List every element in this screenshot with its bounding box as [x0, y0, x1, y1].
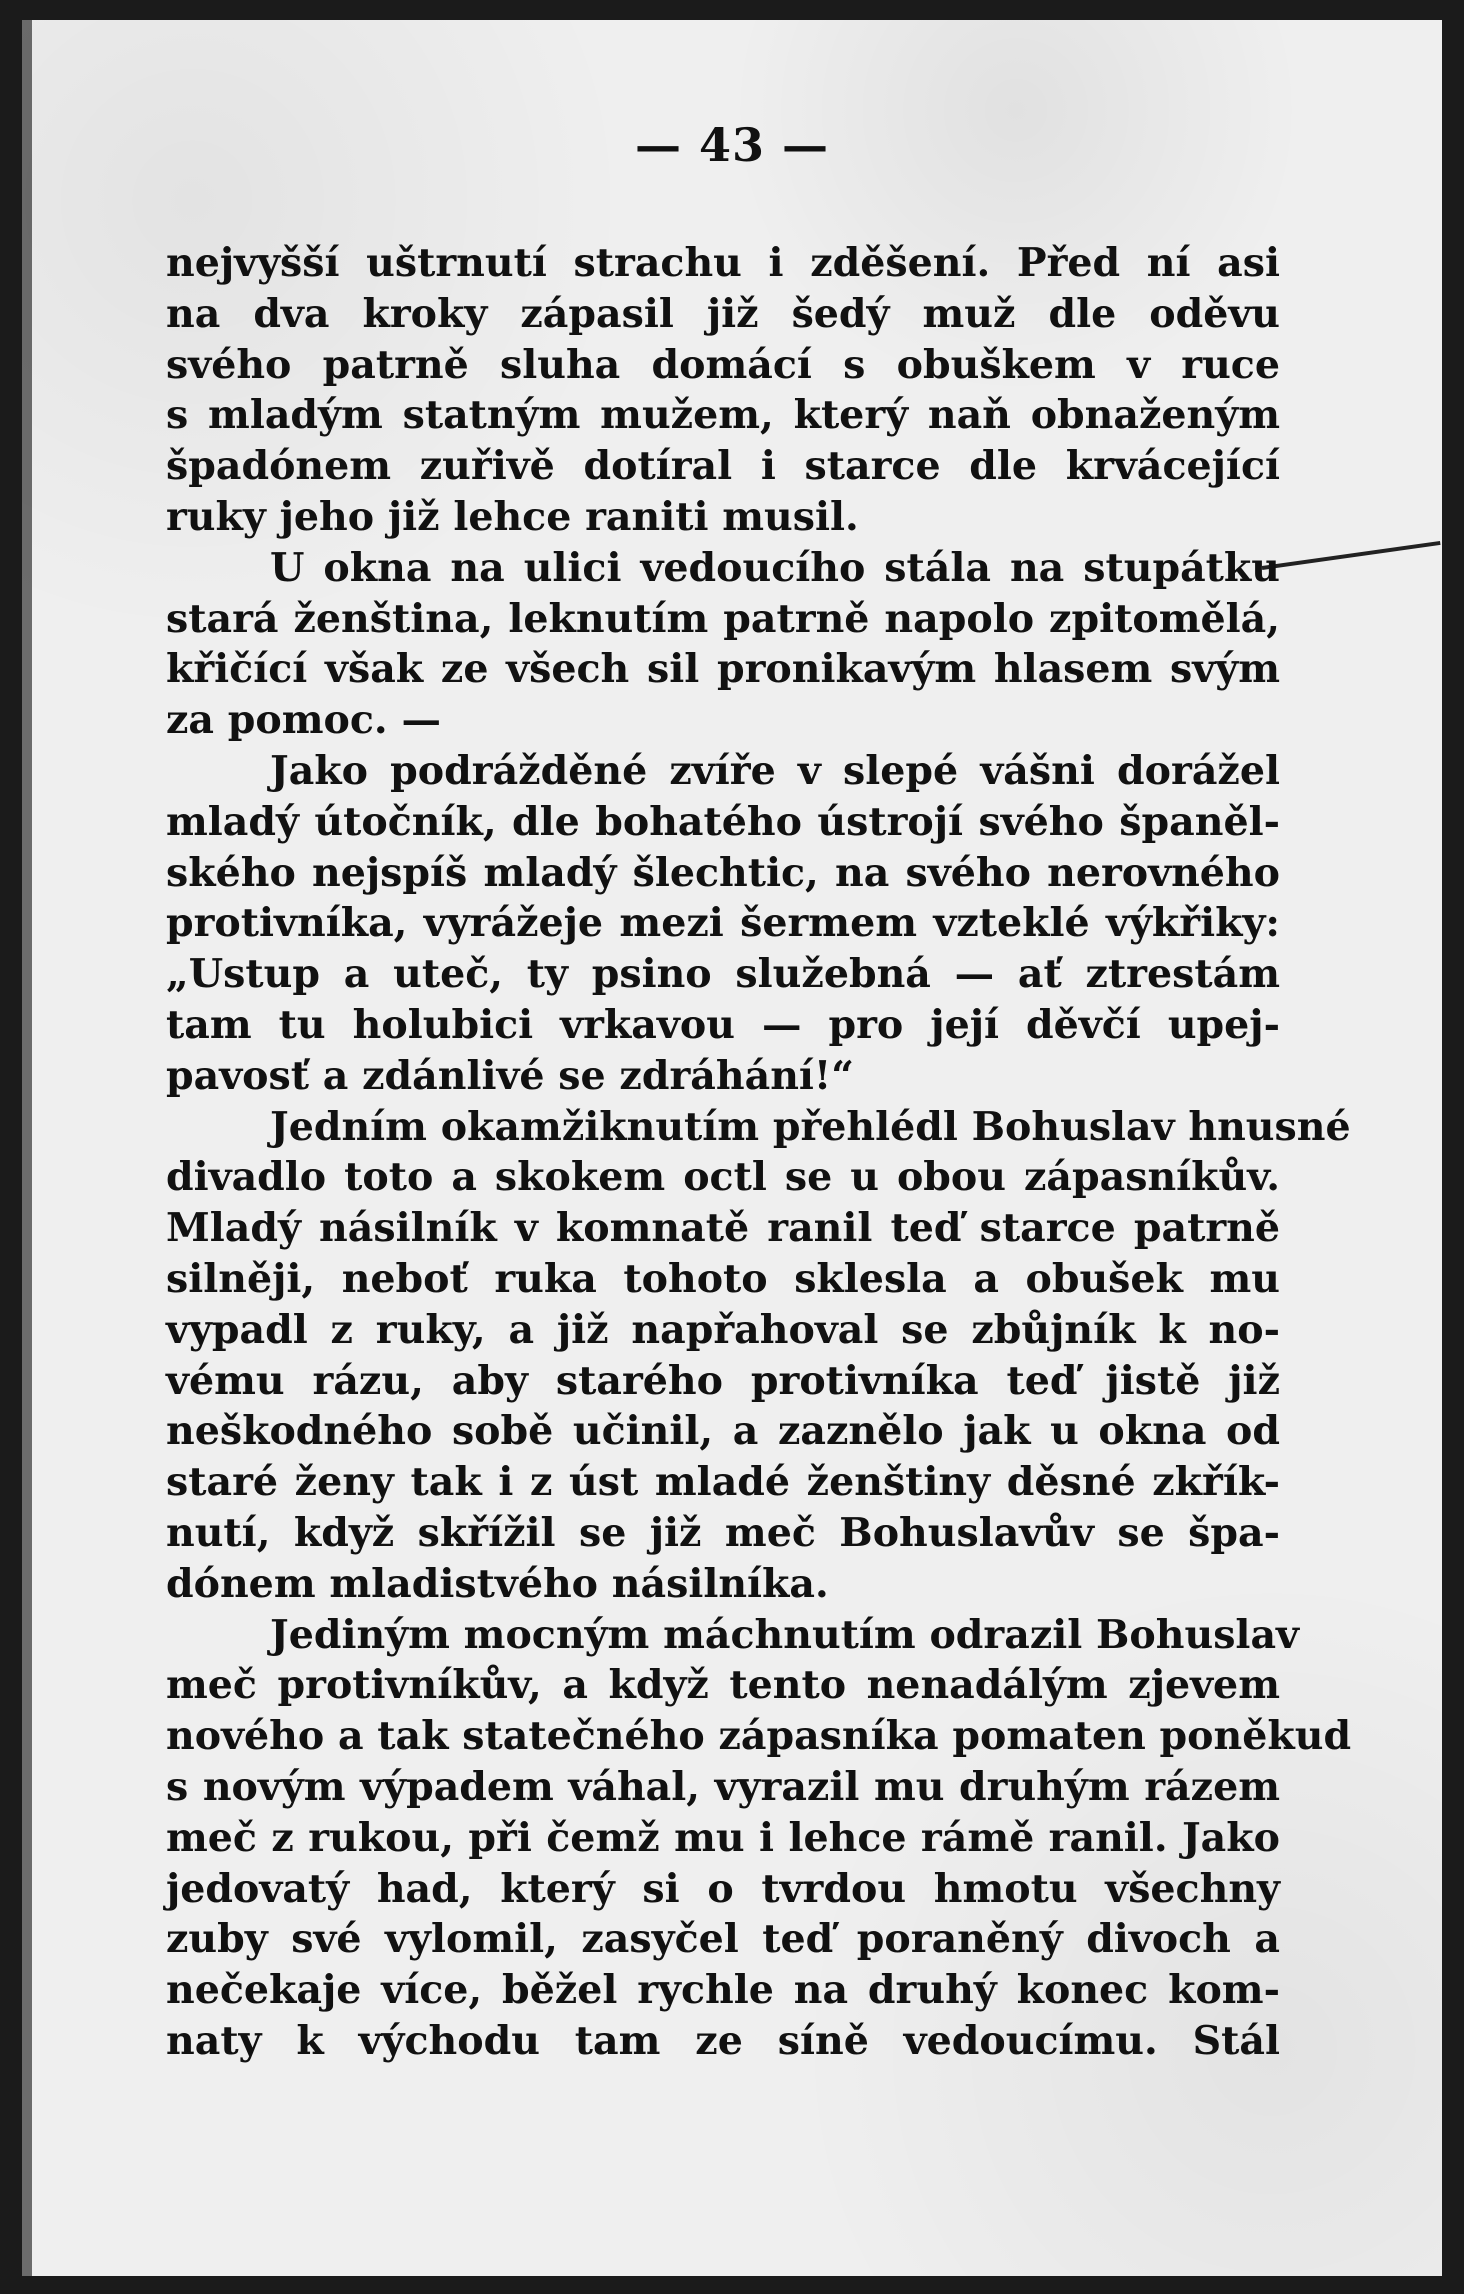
- text-line: s novým výpadem váhal, vyrazil mu druhým rázem: [166, 1763, 1280, 1810]
- text-line: ského nejspíš mladý šlechtic, na svého nerovného: [166, 849, 1280, 896]
- text-line: špadónem zuřivě dotíral i starce dle krvácející: [166, 443, 1280, 490]
- text-line: pavosť a zdánlivé se zdráhání!“: [166, 1052, 854, 1099]
- text-line: na dva kroky zápasil již šedý muž dle oděvu: [166, 290, 1280, 337]
- text-line: ruky jeho již lehce raniti musil.: [166, 493, 859, 540]
- text-line: Jako podrážděné zvíře v slepé vášni dorážel: [270, 747, 1280, 794]
- text-body: [166, 238, 1352, 2067]
- text-line: nutí, když skřížil se již meč Bohuslavův se špa-: [166, 1509, 1280, 1556]
- text-line: divadlo toto a skokem octl se u obou zápasníkův.: [166, 1154, 1280, 1201]
- text-line: silněji, neboť ruka tohoto sklesla a obušek mu: [166, 1255, 1280, 1302]
- text-line: staré ženy tak i z úst mladé ženštiny děsné zkřík-: [166, 1459, 1280, 1506]
- text-line: mladý útočník, dle bohatého ústrojí svého španěl-: [166, 798, 1280, 845]
- text-line: nečekaje více, běžel rychle na druhý konec kom-: [166, 1967, 1280, 2014]
- text-line: meč z rukou, při čemž mu i lehce rámě ranil. Jako: [166, 1814, 1280, 1861]
- text-line: s mladým statným mužem, který naň obnaženým: [166, 392, 1280, 439]
- text-line: meč protivníkův, a když tento nenadálým zjevem: [166, 1662, 1280, 1709]
- text-line: vému rázu, aby starého protivníka teď jistě již: [166, 1357, 1280, 1404]
- text-line: zuby své vylomil, zasyčel teď poraněný divoch a: [166, 1916, 1280, 1963]
- text-line: nového a tak statečného zápasníka pomaten poněkud: [166, 1713, 1352, 1760]
- text-line: vypadl z ruky, a již napřahoval se zbůjník k no-: [166, 1306, 1280, 1353]
- text-line: protivníka, vyrážeje mezi šermem vzteklé výkřiky:: [166, 900, 1280, 947]
- binding-edge-shadow: [22, 20, 32, 2276]
- text-line: U okna na ulici vedoucího stála na stupátku: [270, 544, 1280, 591]
- text-line: „Ustup a uteč, ty psino služebná — ať ztrestám: [166, 951, 1280, 998]
- text-line: za pomoc. —: [166, 697, 441, 744]
- text-line: nejvyšší uštrnutí strachu i zděšení. Před ní asi: [166, 240, 1280, 286]
- text-line: tam tu holubici vrkavou — pro její děvčí upej-: [166, 1001, 1280, 1048]
- text-line: Jedním okamžiknutím přehlédl Bohuslav hnusné: [270, 1103, 1351, 1150]
- text-line: stará ženština, leknutím patrně napolo zpitomělá,: [166, 595, 1280, 642]
- text-line: křičící však ze všech sil pronikavým hlasem svým: [166, 646, 1280, 693]
- text-line: Jediným mocným máchnutím odrazil Bohuslav: [270, 1611, 1299, 1658]
- text-line: svého patrně sluha domácí s obuškem v ruce: [166, 341, 1280, 388]
- text-line: Mladý násilník v komnatě ranil teď starce patrně: [166, 1205, 1280, 1252]
- text-line: jedovatý had, který si o tvrdou hmotu všechny: [166, 1865, 1280, 1912]
- text-line: naty k východu tam ze síně vedoucímu. Stál: [166, 2017, 1280, 2064]
- text-line: neškodného sobě učinil, a zaznělo jak u okna od: [166, 1408, 1280, 1455]
- page-number: — 43 —: [634, 118, 830, 172]
- text-line: dónem mladistvého násilníka.: [166, 1560, 829, 1607]
